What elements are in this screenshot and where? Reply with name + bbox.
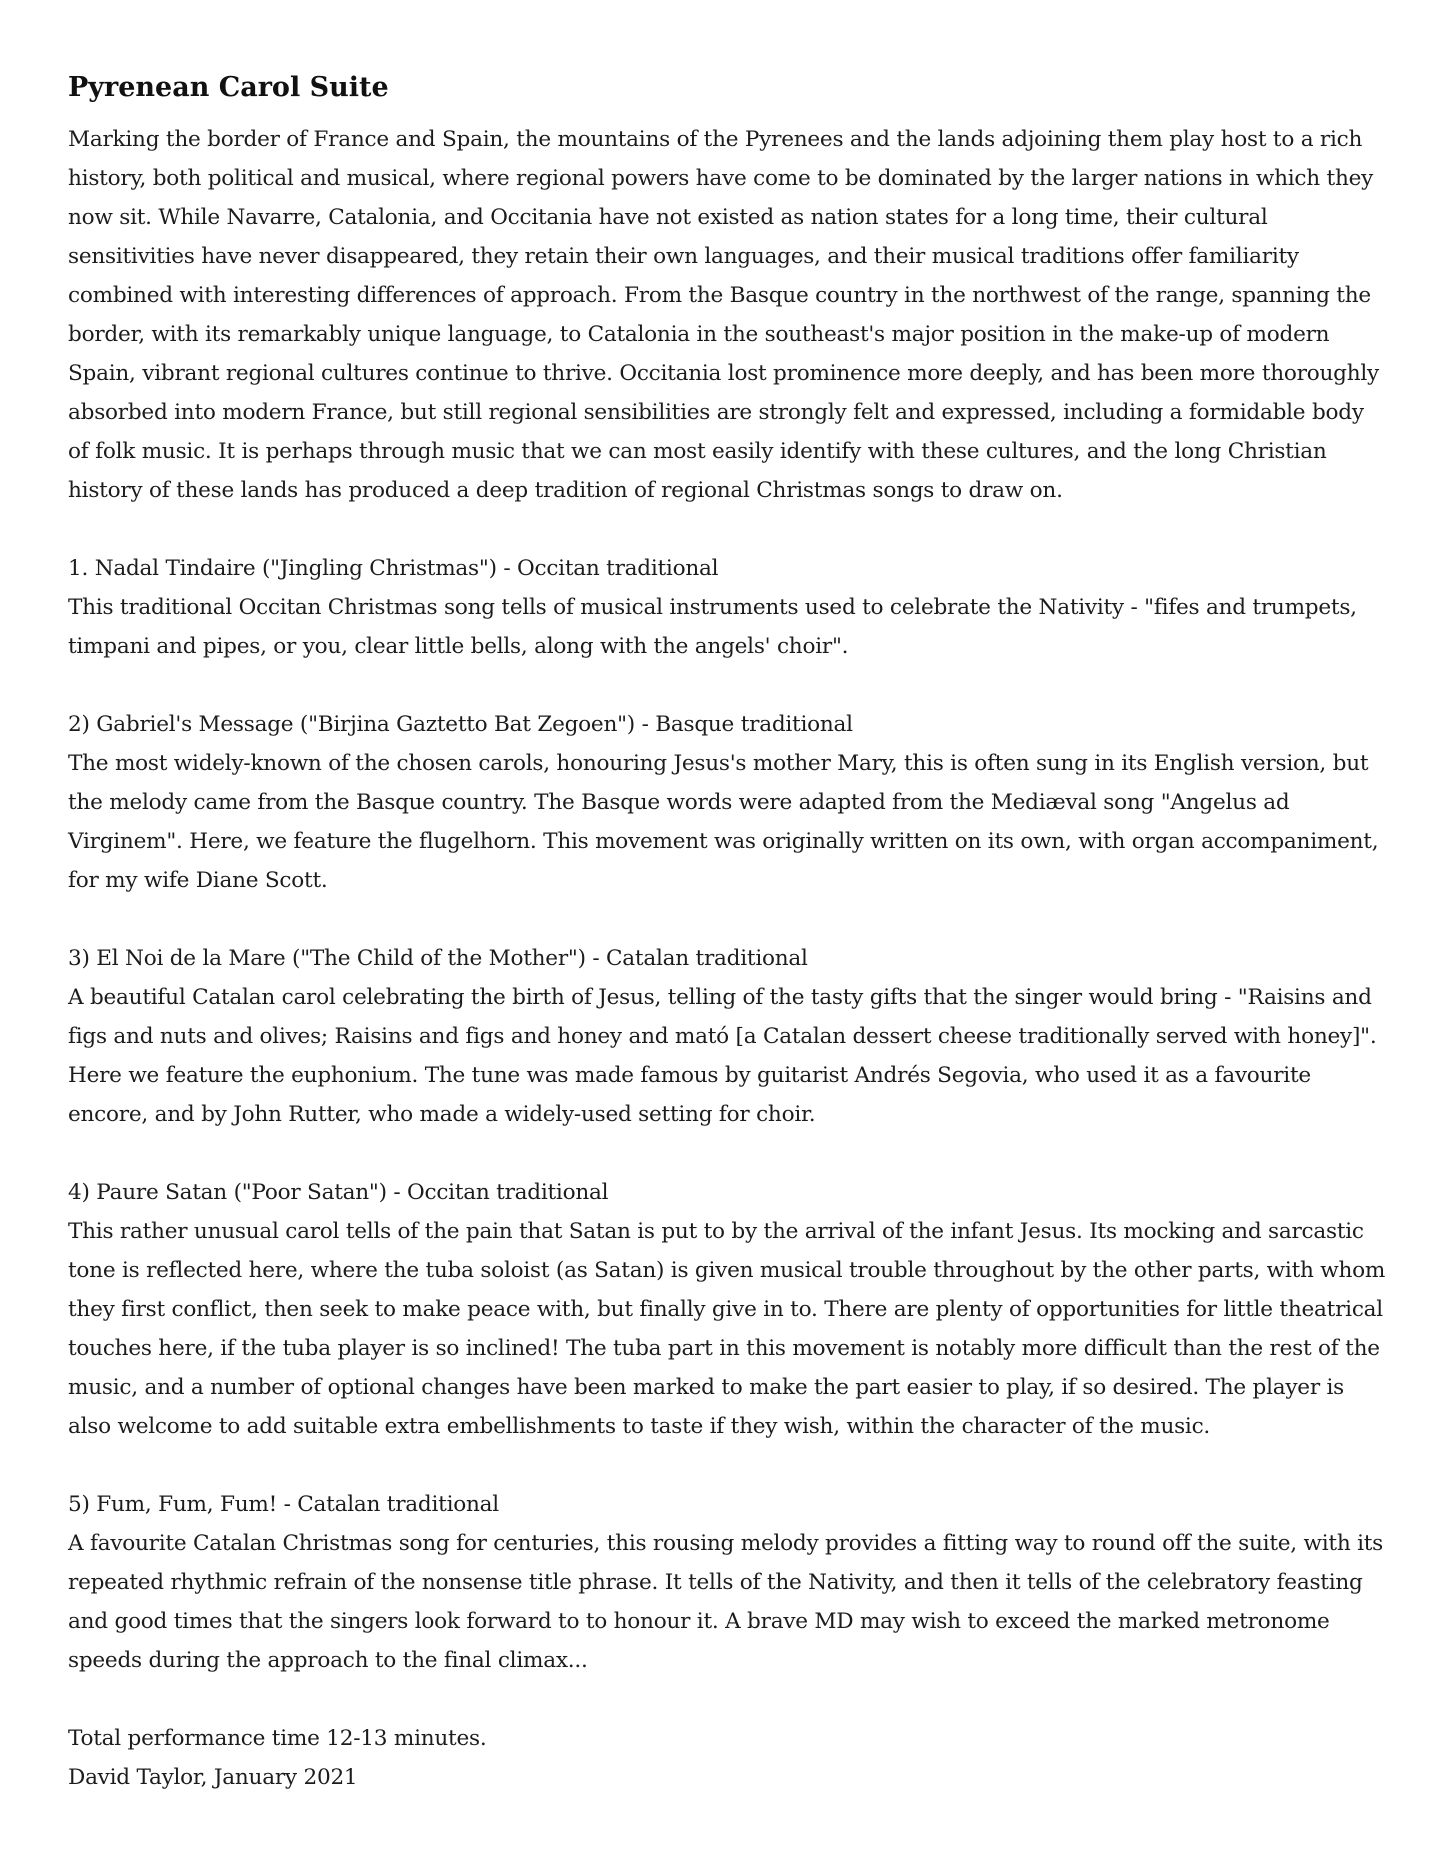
movement-1 — [68, 549, 1388, 666]
movement-4 — [68, 1173, 1388, 1446]
movement-description: This traditional Occitan Christmas song tells of musical instruments used to celebrate the Nativity - "fifes and trumpets, timpani and pipes, or you, clear little bells, along with the angels' choir". — [68, 595, 1357, 659]
movement-heading: 5) Fum, Fum, Fum! - Catalan traditional — [68, 1492, 499, 1517]
performance-time: Total performance time 12-13 minutes. — [68, 1726, 487, 1751]
author-signature: David Taylor, January 2021 — [68, 1765, 358, 1790]
movement-description: This rather unusual carol tells of the pain that Satan is put to by the arrival of the infant Jesus. Its mocking and sarcastic tone is reflected here, where the tuba soloist (as Satan) is given musical trouble throughout by the other parts, with whom they first conflict, then seek to make peace with, but finally give in to. There are plenty of opportunities for little theatrical touches here, if the tuba player is so inclined! The tuba part in this movement is notably more difficult than the rest of the music, and a number of optional changes have been marked to make the part easier to play, if so desired. The player is also welcome to add suitable extra embellishments to taste if they wish, within the character of the music. — [68, 1219, 1386, 1439]
closing-block — [68, 1719, 1388, 1797]
movement-description: A favourite Catalan Christmas song for centuries, this rousing melody provides a fitting way to round off the suite, with its repeated rhythmic refrain of the nonsense title phrase. It tells of the Nativity, and then it tells of the celebratory feasting and good times that the singers look forward to to honour it. A brave MD may wish to exceed the marked metronome speeds during the approach to the final climax... — [68, 1531, 1384, 1673]
document-page — [68, 70, 1388, 1797]
movement-description: The most widely-known of the chosen carols, honouring Jesus's mother Mary, this is often sung in its English version, but the melody came from the Basque country. The Basque words were adapted from the Mediæval song "Angelus ad Virginem". Here, we feature the flugelhorn. This movement was originally written on its own, with organ accompaniment, for my wife Diane Scott. — [68, 751, 1379, 893]
movement-3 — [68, 939, 1388, 1134]
movement-heading: 1. Nadal Tindaire ("Jingling Christmas") - Occitan traditional — [68, 556, 719, 581]
movement-heading: 2) Gabriel's Message ("Birjina Gaztetto Bat Zegoen") - Basque traditional — [68, 712, 853, 737]
intro-paragraph: Marking the border of France and Spain, the mountains of the Pyrenees and the lands adjoining them play host to a rich history, both political and musical, where regional powers have come to be dominated by the larger nations in which they now sit. While Navarre, Catalonia, and Occitania have not existed as nation states for a long time, their cultural sensitivities have never disappeared, they retain their own languages, and their musical traditions offer familiarity combined with interesting differences of approach. From the Basque country in the northwest of the range, spanning the border, with its remarkably unique language, to Catalonia in the southeast's major position in the make-up of modern Spain, vibrant regional cultures continue to thrive. Occitania lost prominence more deeply, and has been more thoroughly absorbed into modern France, but still regional sensibilities are strongly felt and expressed, including a formidable body of folk music. It is perhaps through music that we can most easily identify with these cultures, and the long Christian history of these lands has produced a deep tradition of regional Christmas songs to draw on. — [68, 127, 1379, 503]
movement-heading: 4) Paure Satan ("Poor Satan") - Occitan traditional — [68, 1180, 609, 1205]
movement-5 — [68, 1485, 1388, 1680]
page-title: Pyrenean Carol Suite — [68, 72, 389, 103]
movement-heading: 3) El Noi de la Mare ("The Child of the Mother") - Catalan traditional — [68, 946, 808, 971]
movement-2 — [68, 705, 1388, 900]
movement-description: A beautiful Catalan carol celebrating the birth of Jesus, telling of the tasty gifts that the singer would bring - "Raisins and figs and nuts and olives; Raisins and figs and honey and mató [a Catalan dessert cheese traditionally served with honey]". Here we feature the euphonium. The tune was made famous by guitarist Andrés Segovia, who used it as a favourite encore, and by John Rutter, who made a widely-used setting for choir. — [68, 985, 1377, 1127]
